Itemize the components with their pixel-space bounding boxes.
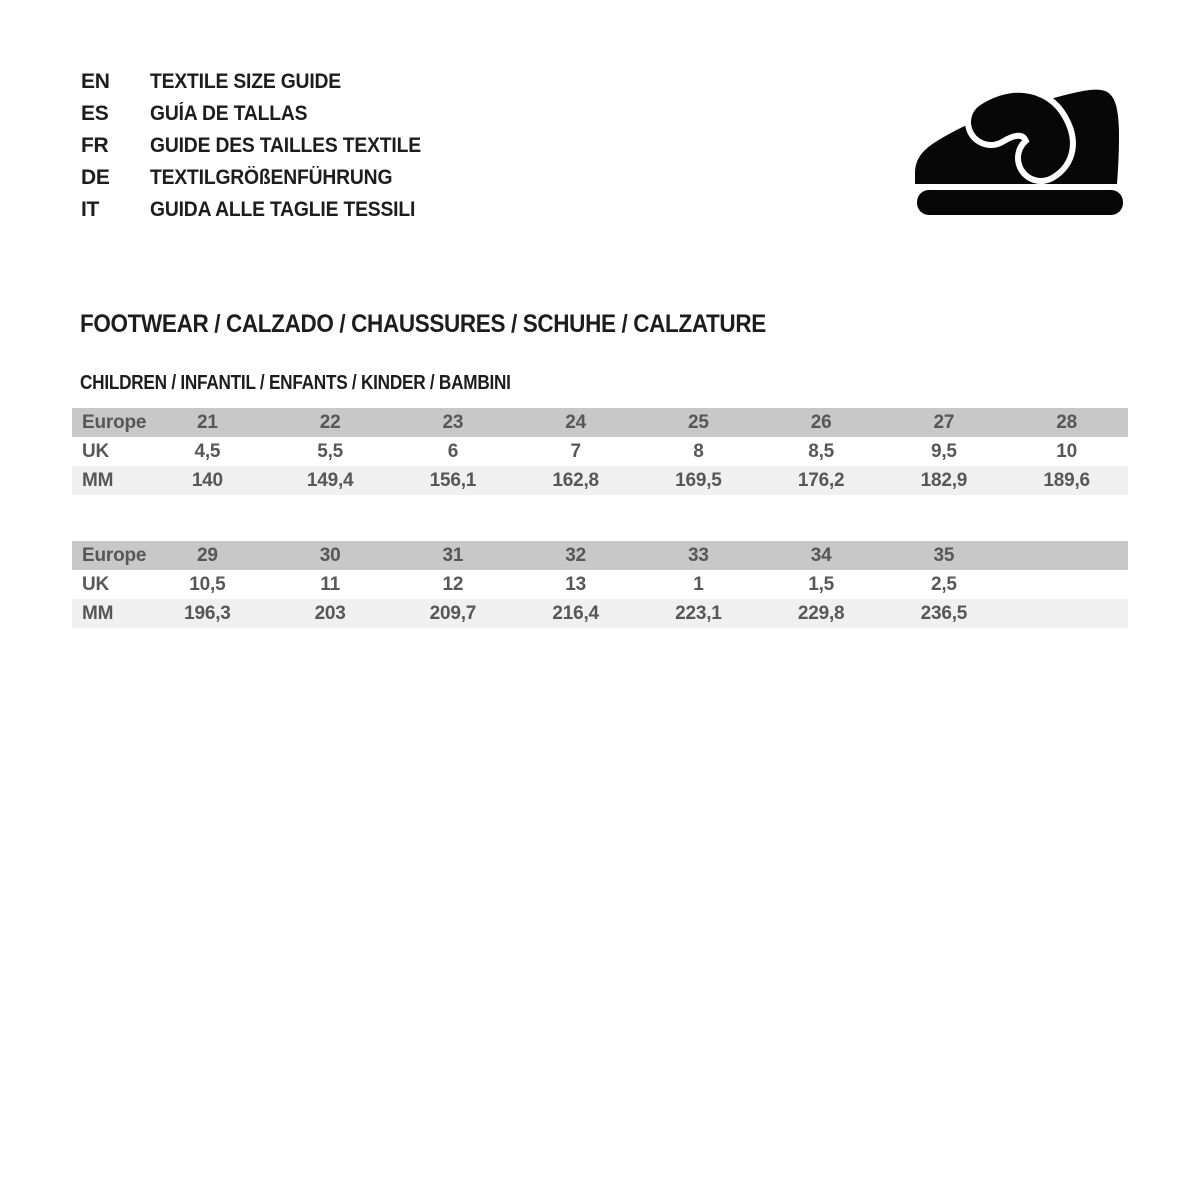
size-value-cell: 6 [447,441,459,462]
language-code: ES [81,102,109,125]
language-row [81,162,444,194]
size-value-cell: 27 [933,412,955,433]
row-label: MM [82,470,114,491]
size-value-cell: 9,5 [930,441,957,462]
size-value-cell: 4,5 [194,441,221,462]
size-value-cell: 13 [565,574,586,595]
table-row-uk [72,570,1128,599]
table-row-mm [72,599,1128,628]
row-label: UK [82,441,110,462]
row-label: Europe [82,412,147,433]
size-value-cell: 149,4 [306,470,354,491]
size-value-cell: 26 [810,412,832,433]
size-value-cell: 25 [688,412,709,433]
section-title: FOOTWEAR / CALZADO / CHAUSSURES / SCHUHE / CALZATURE [80,310,766,338]
table-row-europe [72,541,1128,570]
size-value-cell: 216,4 [552,603,599,624]
size-value-cell: 12 [442,574,464,595]
language-label: TEXTILE SIZE GUIDE [150,70,341,93]
language-row [81,194,444,226]
language-row [81,98,444,130]
size-value-cell: 34 [810,545,832,566]
size-value-cell: 156,1 [429,470,477,491]
shoe-shape [915,90,1123,215]
language-row [81,130,444,162]
size-value-cell: 10 [1056,441,1077,462]
size-value-cell: 5,5 [317,441,344,462]
language-code: FR [81,134,109,157]
language-label: GUIDA ALLE TAGLIE TESSILI [150,198,416,221]
size-table-children-1 [72,408,1128,495]
size-value-cell: 140 [191,470,223,491]
subsection-title: CHILDREN / INFANTIL / ENFANTS / KINDER / BAMBINI [80,372,511,394]
row-label: MM [82,603,114,624]
language-code: DE [81,166,110,189]
language-code: IT [81,198,100,221]
size-value-cell: 33 [688,545,709,566]
size-value-cell: 189,6 [1043,470,1090,491]
size-value-cell: 10,5 [189,574,226,595]
language-label: GUÍA DE TALLAS [150,102,308,125]
size-value-cell: 2,5 [930,574,957,595]
size-value-cell [1005,541,1128,570]
size-value-cell: 196,3 [184,603,231,624]
table-row-europe [72,408,1128,437]
size-value-cell: 203 [314,603,346,624]
size-value-cell: 176,2 [797,470,845,491]
size-value-cell: 236,5 [920,603,968,624]
size-value-cell: 7 [570,441,581,462]
table-row-mm [72,466,1128,495]
size-value-cell [1005,570,1128,599]
size-value-cell: 169,5 [675,470,722,491]
size-value-cell: 32 [565,545,586,566]
language-list [81,66,444,226]
table-row-uk [72,437,1128,466]
size-value-cell: 1 [693,574,704,595]
children-shoe-icon [913,78,1127,215]
size-value-cell: 1,5 [808,574,835,595]
size-value-cell: 8,5 [808,441,835,462]
language-row [81,66,444,98]
size-value-cell: 209,7 [429,603,477,624]
language-label: GUIDE DES TAILLES TEXTILE [150,134,421,157]
size-value-cell: 30 [319,545,341,566]
size-value-cell: 229,8 [797,603,845,624]
size-value-cell: 21 [197,412,218,433]
size-value-cell: 11 [320,574,340,595]
size-value-cell: 31 [442,545,464,566]
size-value-cell: 162,8 [552,470,599,491]
size-value-cell: 8 [693,441,704,462]
language-code: EN [81,70,110,93]
size-value-cell: 29 [197,545,218,566]
size-value-cell: 22 [319,412,341,433]
language-label: TEXTILGRÖßENFÜHRUNG [150,166,393,189]
size-value-cell [1005,599,1128,628]
size-value-cell: 182,9 [920,470,968,491]
row-label: Europe [82,545,147,566]
size-value-cell: 28 [1056,412,1077,433]
size-table-children-2 [72,541,1128,628]
size-value-cell: 223,1 [675,603,722,624]
size-value-cell: 23 [442,412,464,433]
size-value-cell: 24 [565,412,586,433]
row-label: UK [82,574,110,595]
size-value-cell: 35 [933,545,955,566]
